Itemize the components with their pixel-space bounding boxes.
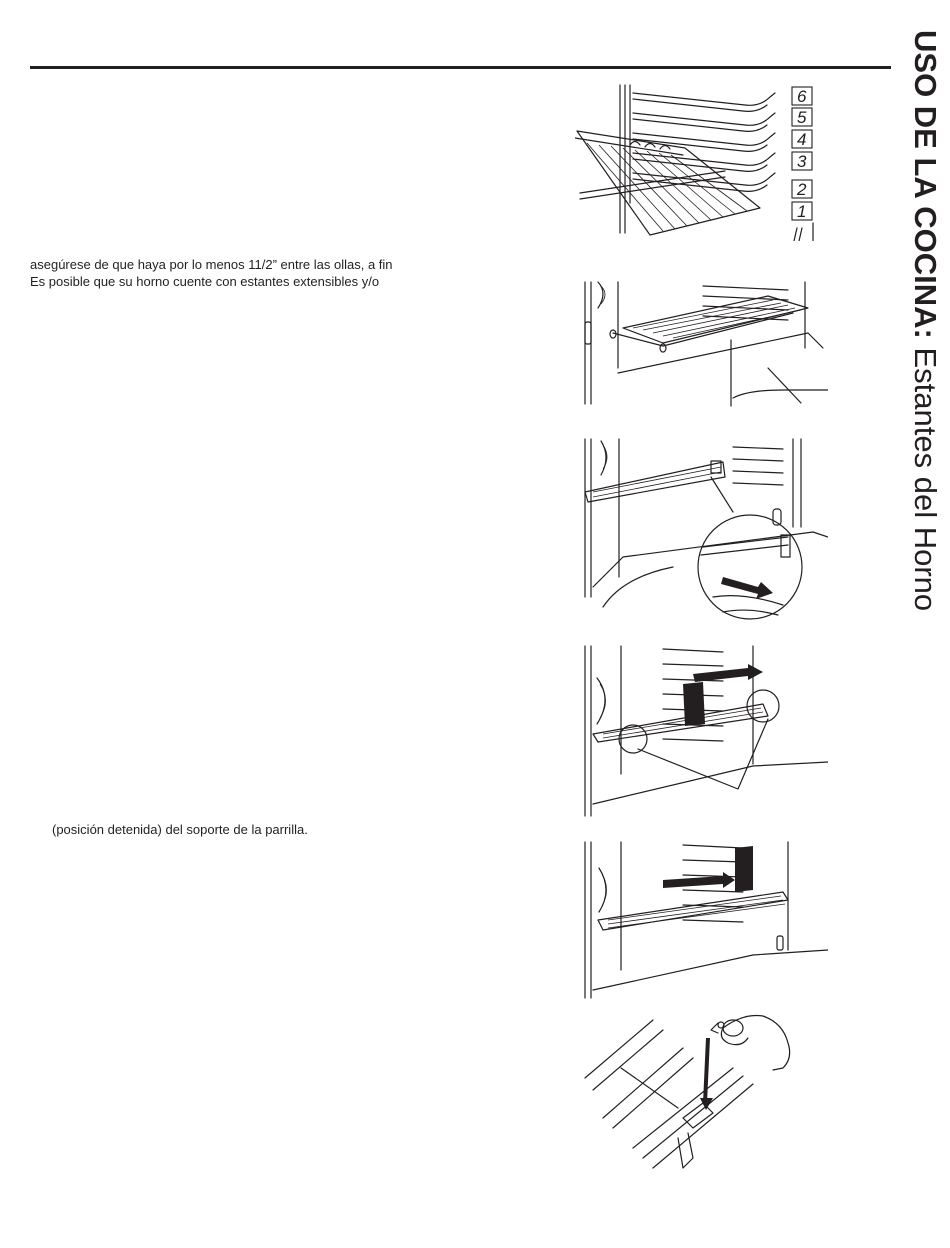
rack-position-labels [792, 87, 813, 241]
rack-position-1: 1 [797, 202, 807, 221]
rack-position-2: 2 [797, 180, 807, 199]
rack-positions-figure [575, 83, 820, 241]
page-title-section: USO DE LA COCINA: [908, 30, 943, 339]
rack-position-3: 3 [797, 152, 807, 171]
rack-tilt-figure [583, 644, 828, 819]
page-title [906, 30, 944, 611]
rack-position-6: 6 [797, 87, 807, 106]
rack-position-4: 4 [797, 130, 807, 149]
rack-clip-figure [583, 1008, 808, 1178]
header-rule [30, 66, 891, 69]
extension-rack-figure [583, 278, 828, 410]
rack-removal-figure [583, 437, 828, 632]
rack-guide-rails [633, 93, 775, 191]
rack-slide-figure [583, 840, 828, 1000]
page-title-topic: Estantes del Horno [908, 338, 943, 612]
body-paragraph-spacing: asegúrese de que haya por lo menos 11/2” entre las ollas, a fin [30, 257, 393, 272]
rack-position-5: 5 [797, 108, 807, 127]
detail-zoom-circle [698, 515, 802, 619]
body-paragraph-extension-racks: Es posible que su horno cuente con estantes extensibles y/o [30, 274, 380, 289]
body-paragraph-stop-position: (posición detenida) del soporte de la parrilla. [52, 822, 308, 837]
